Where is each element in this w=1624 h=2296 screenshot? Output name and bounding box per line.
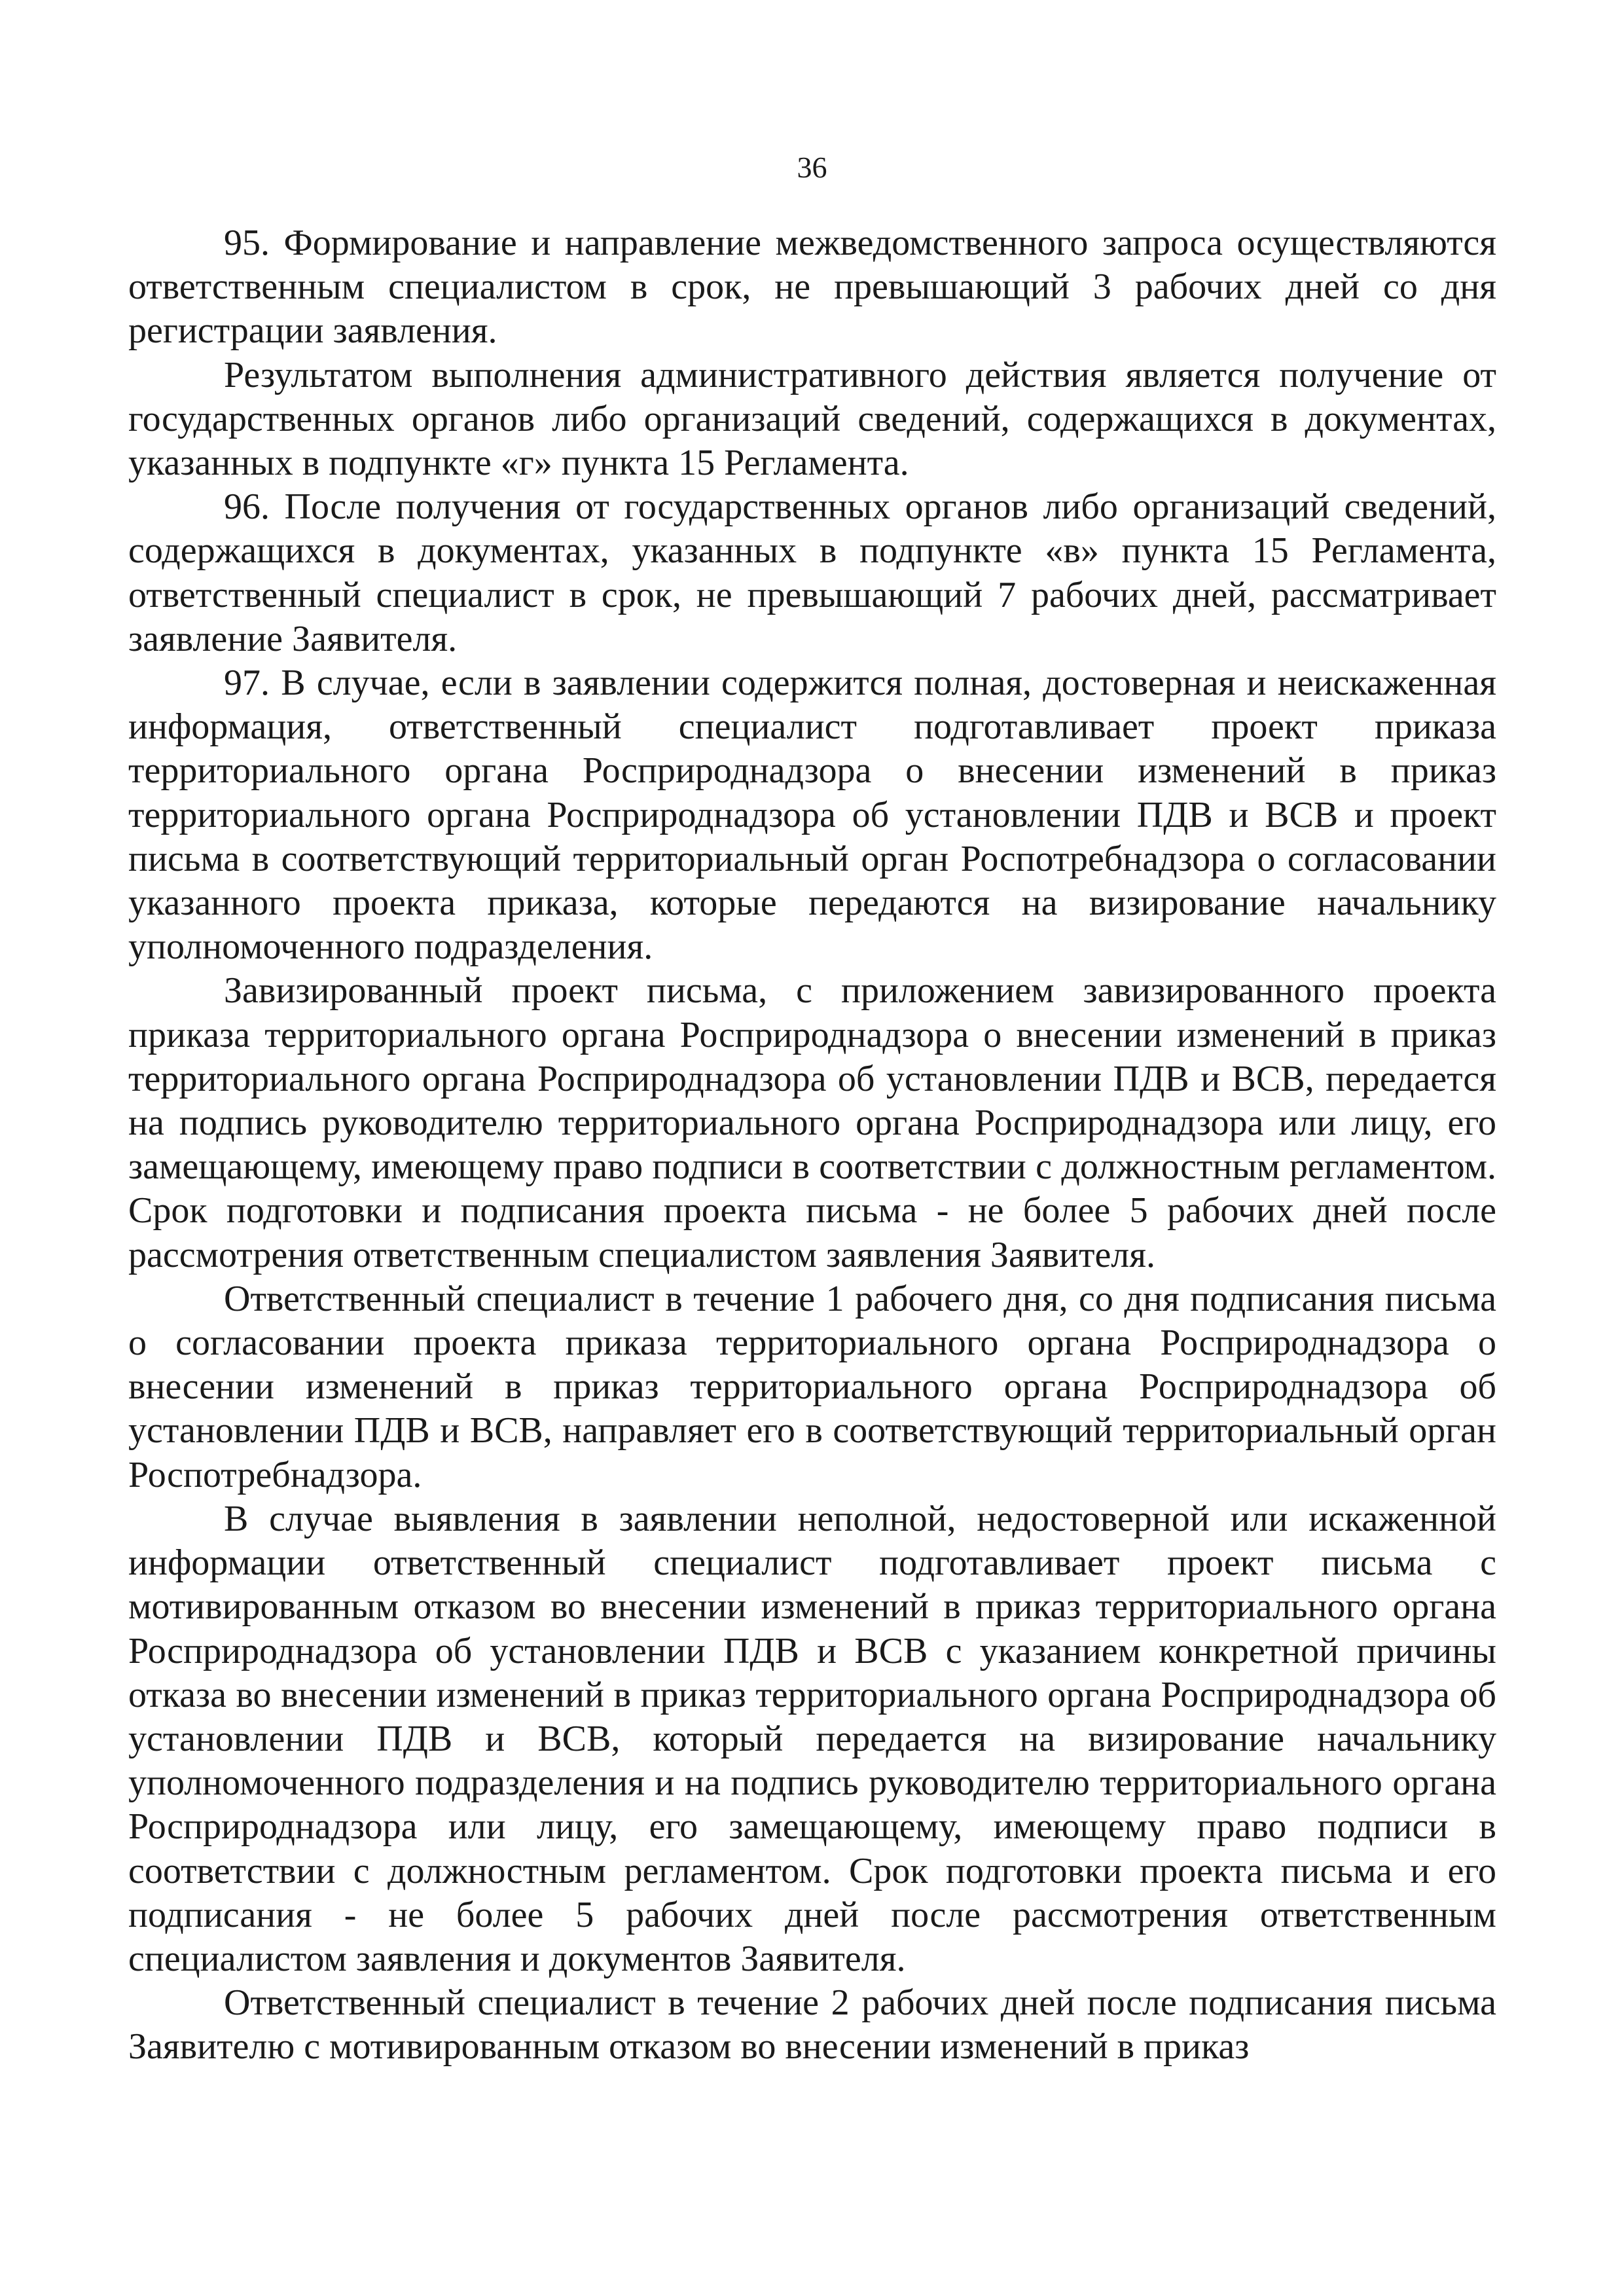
- paragraph-96: 96. После получения от государственных органов либо организаций сведений, содержащихся в документах, указанных в подпункте «в» пункта 15 Регламента, ответственный специалист в срок, не превышающий 7 рабочих дней, рассматривает заявление Заявителя.: [128, 486, 1496, 659]
- paragraph-97-refusal-sending: Ответственный специалист в течение 2 рабочих дней после подписания письма Заявителю с мотивированным отказом во внесении изменений в приказ: [128, 1982, 1496, 2068]
- paragraph-97-signing: Завизированный проект письма, с приложением завизированного проекта приказа территориального органа Росприроднадзора о внесении изменений в приказ территориального органа Росприроднадзора об установлении ПДВ и ВСВ, передается на подпись руководителю территориального органа Росприроднадзора или лицу, его замещающему, имеющему право подписи в соответствии с должностным регламентом. Срок подготовки и подписания проекта письма - не более 5 рабочих дней после рассмотрения ответственным специалистом заявления Заявителя.: [128, 970, 1496, 1275]
- paragraph-95-result: Результатом выполнения административного действия является получение от государственных органов либо организаций сведений, содержащихся в документах, указанных в подпункте «г» пункта 15 Регламента.: [128, 354, 1496, 484]
- document-body: [128, 221, 1496, 2069]
- paragraph-95: 95. Формирование и направление межведомственного запроса осуществляются ответственным специалистом в срок, не превышающий 3 рабочих дней со дня регистрации заявления.: [128, 223, 1496, 352]
- page-number: 36: [797, 151, 827, 184]
- paragraph-97-sending: Ответственный специалист в течение 1 рабочего дня, со дня подписания письма о согласовании проекта приказа территориального органа Росприроднадзора о внесении изменений в приказ территориального органа Росприроднадзора об установлении ПДВ и ВСВ, направляет его в соответствующий территориальный орган Роспотребнадзора.: [128, 1278, 1496, 1495]
- paragraph-97: 97. В случае, если в заявлении содержится полная, достоверная и неискаженная информация, ответственный специалист подготавливает проект приказа территориального органа Росприроднадзора о внесении изменений в приказ территориального органа Росприроднадзора об установлении ПДВ и ВСВ и проект письма в соответствующий территориальный орган Роспотребнадзора о согласовании указанного проекта приказа, которые передаются на визирование начальнику уполномоченного подразделения.: [128, 663, 1496, 968]
- paragraph-97-refusal: В случае выявления в заявлении неполной, недостоверной или искаженной информации ответственный специалист подготавливает проект письма с мотивированным отказом во внесении изменений в приказ территориального органа Росприроднадзора об установлении ПДВ и ВСВ с указанием конкретной причины отказа во внесении изменений в приказ территориального органа Росприроднадзора об установлении ПДВ и ВСВ, который передается на визирование начальнику уполномоченного подразделения и на подпись руководителю территориального органа Росприроднадзора или лицу, его замещающему, имеющему право подписи в соответствии с должностным регламентом. Срок подготовки проекта письма и его подписания - не более 5 рабочих дней после рассмотрения ответственным специалистом заявления и документов Заявителя.: [128, 1498, 1496, 1979]
